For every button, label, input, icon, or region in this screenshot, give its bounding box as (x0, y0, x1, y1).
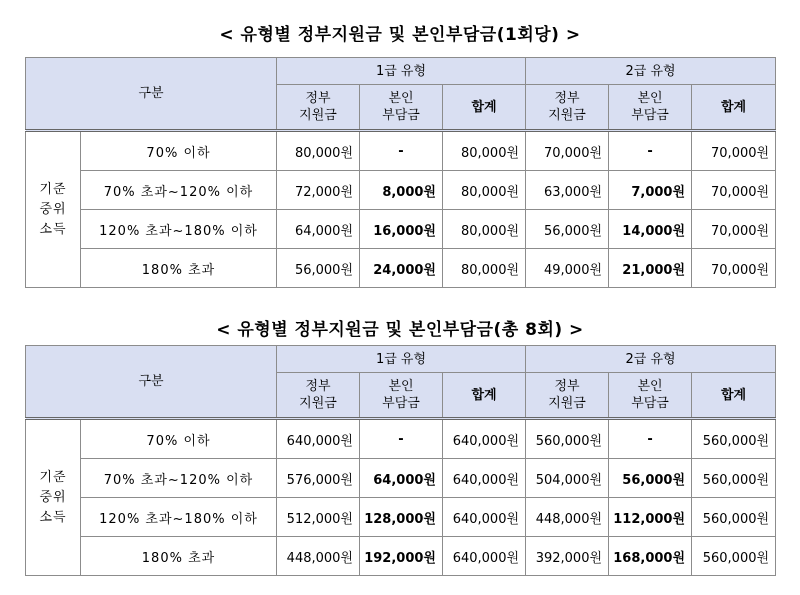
g1-gov-cell: 576,000원 (277, 459, 360, 498)
g1-total-cell: 640,000원 (443, 419, 526, 459)
row-label: 180% 초과 (81, 249, 277, 288)
g2-gov-cell: 70,000원 (526, 131, 609, 171)
table-row (26, 498, 776, 537)
g2-total-cell: 560,000원 (692, 537, 776, 576)
g1-total-cell: 640,000원 (443, 537, 526, 576)
row-label: 70% 초과~120% 이하 (81, 171, 277, 210)
header-total: 합계 (692, 373, 776, 419)
table-row (26, 171, 776, 210)
header-group-1: 1급 유형 (277, 346, 526, 373)
support-table (25, 345, 776, 576)
g1-self-cell: 16,000원 (360, 210, 443, 249)
g1-gov-cell: 640,000원 (277, 419, 360, 459)
header-gov: 정부 지원금 (526, 373, 609, 419)
header-self: 본인 부담금 (360, 85, 443, 131)
g2-gov-cell: 504,000원 (526, 459, 609, 498)
header-group-1: 1급 유형 (277, 58, 526, 85)
header-self: 본인 부담금 (609, 373, 692, 419)
header-total: 합계 (443, 85, 526, 131)
g1-self-cell: 192,000원 (360, 537, 443, 576)
g2-gov-cell: 448,000원 (526, 498, 609, 537)
header-group-2: 2급 유형 (526, 346, 776, 373)
g2-total-cell: 70,000원 (692, 210, 776, 249)
g2-total-cell: 70,000원 (692, 171, 776, 210)
g2-self-cell: 168,000원 (609, 537, 692, 576)
table-row (26, 210, 776, 249)
g2-self-cell: - (609, 131, 692, 171)
g1-gov-cell: 64,000원 (277, 210, 360, 249)
table-row (26, 419, 776, 459)
header-gov: 정부 지원금 (277, 373, 360, 419)
g2-self-cell: 14,000원 (609, 210, 692, 249)
table-row (26, 131, 776, 171)
g1-total-cell: 80,000원 (443, 249, 526, 288)
g1-gov-cell: 80,000원 (277, 131, 360, 171)
g1-total-cell: 640,000원 (443, 459, 526, 498)
table-row (26, 537, 776, 576)
g1-total-cell: 80,000원 (443, 171, 526, 210)
g1-gov-cell: 72,000원 (277, 171, 360, 210)
row-label: 70% 이하 (81, 131, 277, 171)
header-total: 합계 (443, 373, 526, 419)
header-category: 구분 (26, 58, 277, 131)
header-self: 본인 부담금 (360, 373, 443, 419)
g2-total-cell: 70,000원 (692, 249, 776, 288)
g2-total-cell: 560,000원 (692, 419, 776, 459)
table-row (26, 249, 776, 288)
header-gov: 정부 지원금 (526, 85, 609, 131)
g2-gov-cell: 560,000원 (526, 419, 609, 459)
row-label: 120% 초과~180% 이하 (81, 498, 277, 537)
section-title: < 유형별 정부지원금 및 본인부담금(총 8회) > (216, 320, 584, 340)
g2-total-cell: 560,000원 (692, 459, 776, 498)
g1-self-cell: 64,000원 (360, 459, 443, 498)
g2-gov-cell: 56,000원 (526, 210, 609, 249)
g1-self-cell: - (360, 419, 443, 459)
support-table (25, 57, 776, 288)
g1-total-cell: 80,000원 (443, 210, 526, 249)
g2-self-cell: 56,000원 (609, 459, 692, 498)
row-label: 120% 초과~180% 이하 (81, 210, 277, 249)
income-label: 기준 중위 소득 (26, 131, 81, 288)
section-title: < 유형별 정부지원금 및 본인부담금(1회당) > (219, 25, 581, 45)
g1-self-cell: - (360, 131, 443, 171)
g2-total-cell: 70,000원 (692, 131, 776, 171)
g1-self-cell: 128,000원 (360, 498, 443, 537)
row-label: 180% 초과 (81, 537, 277, 576)
row-label: 70% 초과~120% 이하 (81, 459, 277, 498)
g2-self-cell: 7,000원 (609, 171, 692, 210)
g1-gov-cell: 448,000원 (277, 537, 360, 576)
g2-gov-cell: 63,000원 (526, 171, 609, 210)
header-self: 본인 부담금 (609, 85, 692, 131)
g1-gov-cell: 56,000원 (277, 249, 360, 288)
table-row (26, 459, 776, 498)
header-total: 합계 (692, 85, 776, 131)
income-label: 기준 중위 소득 (26, 419, 81, 576)
g2-total-cell: 560,000원 (692, 498, 776, 537)
g1-total-cell: 640,000원 (443, 498, 526, 537)
header-group-2: 2급 유형 (526, 58, 776, 85)
g1-total-cell: 80,000원 (443, 131, 526, 171)
g2-self-cell: 112,000원 (609, 498, 692, 537)
g1-gov-cell: 512,000원 (277, 498, 360, 537)
row-label: 70% 이하 (81, 419, 277, 459)
header-category: 구분 (26, 346, 277, 419)
g2-gov-cell: 49,000원 (526, 249, 609, 288)
g1-self-cell: 24,000원 (360, 249, 443, 288)
header-gov: 정부 지원금 (277, 85, 360, 131)
g1-self-cell: 8,000원 (360, 171, 443, 210)
g2-gov-cell: 392,000원 (526, 537, 609, 576)
g2-self-cell: - (609, 419, 692, 459)
g2-self-cell: 21,000원 (609, 249, 692, 288)
